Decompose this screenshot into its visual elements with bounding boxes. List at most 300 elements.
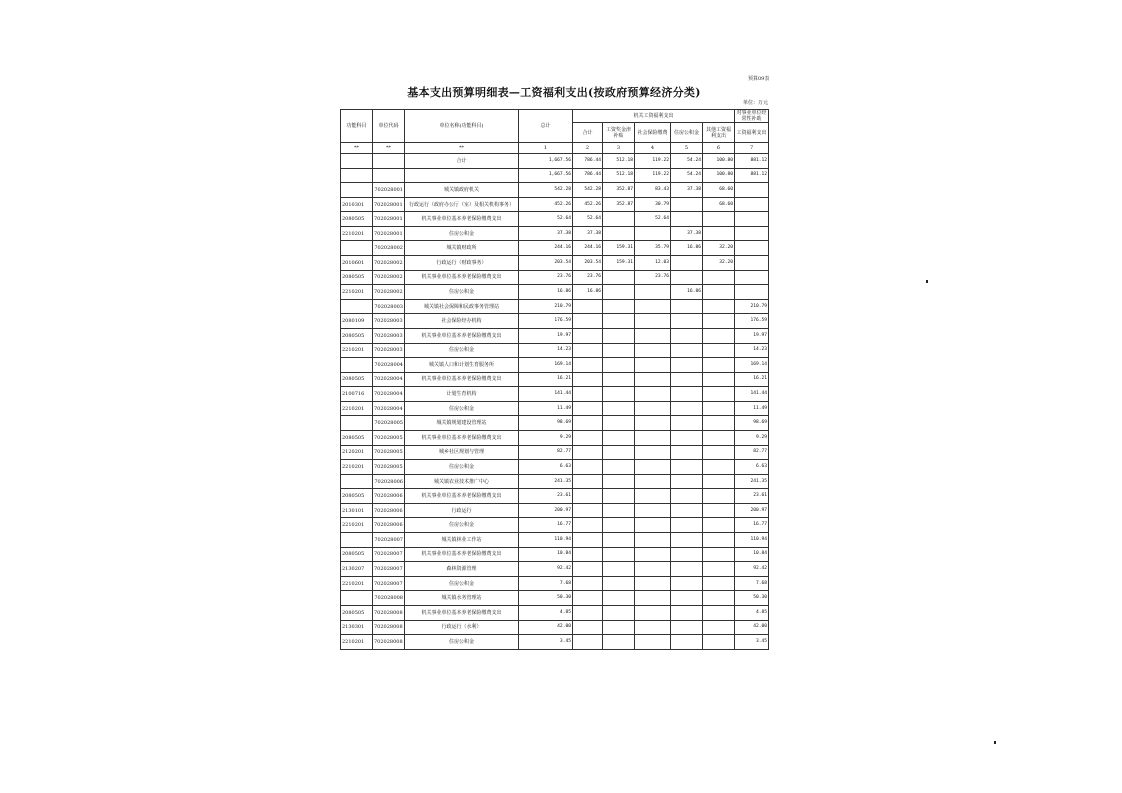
other-salary-cell: [703, 285, 735, 300]
header-index: 5: [671, 143, 703, 154]
housing-fund-cell: [671, 576, 703, 591]
housing-fund-cell: [671, 518, 703, 533]
table-row: [341, 358, 769, 373]
table-row: [341, 605, 769, 620]
table-row: [341, 226, 769, 241]
func-cell: 2210201: [341, 635, 373, 650]
subtotal-cell: [573, 576, 603, 591]
social-insurance-cell: 119.22: [635, 168, 671, 183]
table-row: [341, 241, 769, 256]
other-salary-cell: [703, 401, 735, 416]
housing-fund-cell: [671, 474, 703, 489]
unit-name-cell: 住房公积金: [405, 285, 519, 300]
total-cell: 6.63: [519, 460, 573, 475]
table-row: [341, 285, 769, 300]
table-row: [341, 489, 769, 504]
unit-name-cell: 行政运行（水利）: [405, 620, 519, 635]
salary-cell: [603, 605, 635, 620]
housing-fund-cell: [671, 197, 703, 212]
other-salary-cell: [703, 489, 735, 504]
total-cell: 200.97: [519, 503, 573, 518]
unit-code-cell: 702028006: [373, 489, 405, 504]
func-cell: 2210201: [341, 343, 373, 358]
total-cell: 203.54: [519, 256, 573, 271]
other-salary-cell: [703, 562, 735, 577]
wage-welfare-cell: 82.77: [735, 445, 769, 460]
housing-fund-cell: [671, 635, 703, 650]
social-insurance-cell: 35.79: [635, 241, 671, 256]
social-insurance-cell: [635, 343, 671, 358]
salary-cell: [603, 285, 635, 300]
salary-cell: [603, 635, 635, 650]
other-salary-cell: [703, 430, 735, 445]
table-row: [341, 197, 769, 212]
salary-cell: [603, 212, 635, 227]
wage-welfare-cell: 169.14: [735, 358, 769, 373]
wage-welfare-cell: 3.45: [735, 635, 769, 650]
wage-welfare-cell: 92.42: [735, 562, 769, 577]
subtotal-cell: [573, 562, 603, 577]
wage-welfare-cell: 881.12: [735, 154, 769, 169]
wage-welfare-cell: 200.97: [735, 503, 769, 518]
header-unit-code: 单位代码: [373, 110, 405, 143]
salary-cell: [603, 445, 635, 460]
housing-fund-cell: [671, 343, 703, 358]
salary-cell: 159.31: [603, 241, 635, 256]
func-cell: 2080505: [341, 605, 373, 620]
total-cell: 16.77: [519, 518, 573, 533]
table-row: [341, 620, 769, 635]
unit-code-cell: 702028007: [373, 547, 405, 562]
header-total: 总计: [519, 110, 573, 143]
salary-cell: 352.87: [603, 197, 635, 212]
housing-fund-cell: [671, 314, 703, 329]
social-insurance-cell: [635, 299, 671, 314]
salary-cell: [603, 533, 635, 548]
unit-code-cell: [373, 168, 405, 183]
subtotal-cell: 542.28: [573, 183, 603, 198]
salary-cell: [603, 343, 635, 358]
total-cell: 98.69: [519, 416, 573, 431]
header-index: 3: [603, 143, 635, 154]
social-insurance-cell: 12.03: [635, 256, 671, 271]
wage-welfare-cell: 50.30: [735, 591, 769, 606]
func-cell: 2210201: [341, 285, 373, 300]
social-insurance-cell: [635, 533, 671, 548]
table-row: [341, 154, 769, 169]
other-salary-cell: [703, 518, 735, 533]
table-row: [341, 547, 769, 562]
header-other-salary: 其他工资福利支出: [703, 123, 735, 143]
total-cell: 1,667.56: [519, 168, 573, 183]
social-insurance-cell: [635, 591, 671, 606]
unit-code-cell: 702028008: [373, 605, 405, 620]
total-cell: 52.64: [519, 212, 573, 227]
salary-cell: 352.87: [603, 183, 635, 198]
subtotal-cell: [573, 314, 603, 329]
unit-name-cell: 机关事业单位基本养老保险缴费支出: [405, 605, 519, 620]
subtotal-cell: [573, 591, 603, 606]
unit-name-cell: 机关事业单位基本养老保险缴费支出: [405, 212, 519, 227]
table-row: [341, 270, 769, 285]
unit-label: 单位：万元: [742, 100, 768, 106]
unit-code-cell: 702028001: [373, 197, 405, 212]
social-insurance-cell: [635, 328, 671, 343]
table-row: [341, 430, 769, 445]
social-insurance-cell: [635, 562, 671, 577]
total-cell: 42.00: [519, 620, 573, 635]
unit-name-cell: 住房公积金: [405, 343, 519, 358]
unit-name-cell: 住房公积金: [405, 401, 519, 416]
housing-fund-cell: 16.86: [671, 241, 703, 256]
social-insurance-cell: [635, 372, 671, 387]
func-cell: 2080505: [341, 489, 373, 504]
table-row: [341, 518, 769, 533]
header-func-subject: 功能科目: [341, 110, 373, 143]
func-cell: 2080505: [341, 430, 373, 445]
wage-welfare-cell: 42.00: [735, 620, 769, 635]
func-cell: [341, 183, 373, 198]
subtotal-cell: [573, 489, 603, 504]
salary-cell: [603, 226, 635, 241]
housing-fund-cell: 54.24: [671, 168, 703, 183]
header-salary: 工资奖金津补贴: [603, 123, 635, 143]
subtotal-cell: 16.86: [573, 285, 603, 300]
salary-cell: [603, 416, 635, 431]
salary-cell: [603, 474, 635, 489]
unit-name-cell: 城关镇财政所: [405, 241, 519, 256]
salary-cell: [603, 372, 635, 387]
unit-name-cell: 机关事业单位基本养老保险缴费支出: [405, 547, 519, 562]
wage-welfare-cell: [735, 212, 769, 227]
housing-fund-cell: [671, 430, 703, 445]
other-salary-cell: [703, 328, 735, 343]
wage-welfare-cell: 7.68: [735, 576, 769, 591]
other-salary-cell: [703, 299, 735, 314]
unit-code-cell: 702028006: [373, 518, 405, 533]
social-insurance-cell: 119.22: [635, 154, 671, 169]
unit-code-cell: 702028002: [373, 285, 405, 300]
salary-cell: [603, 576, 635, 591]
wage-welfare-cell: [735, 183, 769, 198]
salary-cell: 512.18: [603, 154, 635, 169]
total-cell: 141.44: [519, 387, 573, 402]
scan-speck: [926, 280, 928, 283]
table-row: [341, 416, 769, 431]
func-cell: 2210201: [341, 401, 373, 416]
table-row: [341, 328, 769, 343]
social-insurance-cell: [635, 620, 671, 635]
document-code: 预算09表: [748, 76, 770, 82]
table-row: [341, 256, 769, 271]
housing-fund-cell: [671, 445, 703, 460]
subtotal-cell: [573, 343, 603, 358]
social-insurance-cell: [635, 547, 671, 562]
other-salary-cell: [703, 226, 735, 241]
unit-code-cell: 702028005: [373, 460, 405, 475]
salary-cell: [603, 387, 635, 402]
housing-fund-cell: [671, 547, 703, 562]
total-cell: 10.84: [519, 547, 573, 562]
subtotal-cell: [573, 372, 603, 387]
func-cell: [341, 299, 373, 314]
subtotal-cell: [573, 474, 603, 489]
other-salary-cell: [703, 314, 735, 329]
unit-code-cell: 702028002: [373, 270, 405, 285]
total-cell: 16.86: [519, 285, 573, 300]
unit-code-cell: 702028008: [373, 620, 405, 635]
table-row: [341, 168, 769, 183]
func-cell: [341, 416, 373, 431]
unit-name-cell: 机关事业单位基本养老保险缴费支出: [405, 372, 519, 387]
social-insurance-cell: [635, 605, 671, 620]
housing-fund-cell: 54.24: [671, 154, 703, 169]
subtotal-cell: 244.16: [573, 241, 603, 256]
total-cell: 19.97: [519, 328, 573, 343]
housing-fund-cell: 37.38: [671, 183, 703, 198]
subtotal-cell: 37.38: [573, 226, 603, 241]
table-row: [341, 635, 769, 650]
other-salary-cell: [703, 620, 735, 635]
unit-name-cell: 社会保险经办机构: [405, 314, 519, 329]
wage-welfare-cell: 9.29: [735, 430, 769, 445]
func-cell: 2080505: [341, 328, 373, 343]
subtotal-cell: [573, 401, 603, 416]
func-cell: 2130101: [341, 503, 373, 518]
subtotal-cell: 452.26: [573, 197, 603, 212]
subtotal-cell: 23.76: [573, 270, 603, 285]
unit-name-cell: 机关事业单位基本养老保险缴费支出: [405, 489, 519, 504]
table-row: [341, 503, 769, 518]
unit-name-cell: 住房公积金: [405, 226, 519, 241]
wage-welfare-cell: 16.77: [735, 518, 769, 533]
social-insurance-cell: [635, 285, 671, 300]
wage-welfare-cell: [735, 241, 769, 256]
social-insurance-cell: [635, 226, 671, 241]
housing-fund-cell: [671, 416, 703, 431]
table-row: [341, 183, 769, 198]
subtotal-cell: [573, 387, 603, 402]
header-index: 7: [735, 143, 769, 154]
unit-name-cell: 城关镇人口和计划生育服务所: [405, 358, 519, 373]
table-row: [341, 387, 769, 402]
wage-welfare-cell: 14.23: [735, 343, 769, 358]
housing-fund-cell: [671, 270, 703, 285]
subtotal-cell: [573, 533, 603, 548]
page-title: 基本支出预算明细表—工资福利支出(按政府预算经济分类): [407, 86, 701, 99]
salary-cell: [603, 299, 635, 314]
func-cell: 2010301: [341, 197, 373, 212]
housing-fund-cell: [671, 533, 703, 548]
total-cell: 37.38: [519, 226, 573, 241]
salary-cell: [603, 562, 635, 577]
func-cell: [341, 154, 373, 169]
wage-welfare-cell: [735, 226, 769, 241]
social-insurance-cell: [635, 503, 671, 518]
unit-code-cell: 702028004: [373, 401, 405, 416]
table-row: [341, 343, 769, 358]
social-insurance-cell: [635, 635, 671, 650]
unit-code-cell: 702028003: [373, 299, 405, 314]
unit-code-cell: 702028004: [373, 372, 405, 387]
func-cell: 2210201: [341, 518, 373, 533]
unit-name-cell: 行政运行（政府办公厅（室）及相关机构事务）: [405, 197, 519, 212]
total-cell: 110.94: [519, 533, 573, 548]
func-cell: 2080505: [341, 372, 373, 387]
header-housing-fund: 住房公积金: [671, 123, 703, 143]
housing-fund-cell: [671, 387, 703, 402]
social-insurance-cell: [635, 460, 671, 475]
subtotal-cell: [573, 416, 603, 431]
unit-code-cell: 702028001: [373, 212, 405, 227]
total-cell: 542.28: [519, 183, 573, 198]
housing-fund-cell: 37.38: [671, 226, 703, 241]
subtotal-cell: [573, 299, 603, 314]
other-salary-cell: 68.60: [703, 183, 735, 198]
func-cell: [341, 591, 373, 606]
func-cell: 2130207: [341, 562, 373, 577]
unit-code-cell: 702028002: [373, 256, 405, 271]
unit-name-cell: 合计: [405, 154, 519, 169]
header-mark: **: [405, 143, 519, 154]
unit-code-cell: 702028007: [373, 576, 405, 591]
social-insurance-cell: [635, 387, 671, 402]
unit-name-cell: 城关镇水务管理站: [405, 591, 519, 606]
total-cell: 176.59: [519, 314, 573, 329]
other-salary-cell: [703, 460, 735, 475]
unit-name-cell: 城关镇农业技术推广中心: [405, 474, 519, 489]
wage-welfare-cell: [735, 285, 769, 300]
subtotal-cell: [573, 605, 603, 620]
unit-name-cell: 住房公积金: [405, 518, 519, 533]
housing-fund-cell: [671, 605, 703, 620]
table-row: [341, 576, 769, 591]
func-cell: 2210201: [341, 226, 373, 241]
func-cell: 2100716: [341, 387, 373, 402]
unit-code-cell: 702028005: [373, 416, 405, 431]
other-salary-cell: [703, 270, 735, 285]
func-cell: 2210201: [341, 460, 373, 475]
header-index: 1: [519, 143, 573, 154]
func-cell: 2080505: [341, 547, 373, 562]
func-cell: 2210201: [341, 576, 373, 591]
table-row: [341, 562, 769, 577]
social-insurance-cell: [635, 401, 671, 416]
other-salary-cell: [703, 416, 735, 431]
unit-code-cell: 702028006: [373, 503, 405, 518]
other-salary-cell: [703, 547, 735, 562]
salary-cell: [603, 518, 635, 533]
social-insurance-cell: [635, 576, 671, 591]
func-cell: 2080109: [341, 314, 373, 329]
func-cell: 2080505: [341, 212, 373, 227]
housing-fund-cell: [671, 212, 703, 227]
unit-code-cell: 702028005: [373, 445, 405, 460]
total-cell: 11.49: [519, 401, 573, 416]
total-cell: 14.23: [519, 343, 573, 358]
social-insurance-cell: [635, 489, 671, 504]
wage-welfare-cell: 6.63: [735, 460, 769, 475]
salary-cell: [603, 460, 635, 475]
unit-name-cell: 机关事业单位基本养老保险缴费支出: [405, 328, 519, 343]
housing-fund-cell: [671, 562, 703, 577]
subtotal-cell: [573, 635, 603, 650]
salary-cell: [603, 489, 635, 504]
social-insurance-cell: [635, 358, 671, 373]
wage-welfare-cell: 11.49: [735, 401, 769, 416]
housing-fund-cell: [671, 401, 703, 416]
table-row: [341, 591, 769, 606]
social-insurance-cell: [635, 474, 671, 489]
subtotal-cell: [573, 620, 603, 635]
housing-fund-cell: [671, 372, 703, 387]
total-cell: 23.76: [519, 270, 573, 285]
unit-code-cell: 702028002: [373, 241, 405, 256]
social-insurance-cell: 83.43: [635, 183, 671, 198]
salary-cell: [603, 314, 635, 329]
unit-code-cell: 702028007: [373, 562, 405, 577]
unit-name-cell: 机关事业单位基本养老保险缴费支出: [405, 270, 519, 285]
total-cell: 9.29: [519, 430, 573, 445]
table-header: [341, 110, 769, 154]
table-body: [341, 154, 769, 650]
unit-code-cell: 702028007: [373, 533, 405, 548]
wage-welfare-cell: 10.84: [735, 547, 769, 562]
total-cell: 7.68: [519, 576, 573, 591]
subtotal-cell: 786.44: [573, 154, 603, 169]
wage-welfare-cell: 881.12: [735, 168, 769, 183]
table-row: [341, 460, 769, 475]
table-row: [341, 299, 769, 314]
header-unit-name: 单位名称(功能科目): [405, 110, 519, 143]
total-cell: 50.30: [519, 591, 573, 606]
total-cell: 4.85: [519, 605, 573, 620]
unit-code-cell: 702028006: [373, 474, 405, 489]
other-salary-cell: [703, 533, 735, 548]
func-cell: 2120201: [341, 445, 373, 460]
header-biz-group: 对事业单位经常性补助: [736, 110, 767, 122]
subtotal-cell: [573, 430, 603, 445]
unit-code-cell: 702028001: [373, 226, 405, 241]
budget-table: [340, 109, 769, 650]
unit-name-cell: 住房公积金: [405, 576, 519, 591]
subtotal-cell: [573, 460, 603, 475]
social-insurance-cell: [635, 430, 671, 445]
total-cell: 1,667.56: [519, 154, 573, 169]
subtotal-cell: [573, 445, 603, 460]
unit-code-cell: 702028004: [373, 387, 405, 402]
func-cell: 2010601: [341, 256, 373, 271]
subtotal-cell: 52.64: [573, 212, 603, 227]
table-row: [341, 533, 769, 548]
other-salary-cell: 100.80: [703, 154, 735, 169]
wage-welfare-cell: 176.59: [735, 314, 769, 329]
unit-name-cell: 住房公积金: [405, 460, 519, 475]
social-insurance-cell: [635, 314, 671, 329]
unit-name-cell: 机关事业单位基本养老保险缴费支出: [405, 430, 519, 445]
header-gov-group: 机关工资福利支出: [573, 110, 735, 123]
unit-name-cell: 行政运行: [405, 503, 519, 518]
housing-fund-cell: [671, 358, 703, 373]
other-salary-cell: 100.80: [703, 168, 735, 183]
wage-welfare-cell: [735, 197, 769, 212]
social-insurance-cell: [635, 445, 671, 460]
social-insurance-cell: 30.79: [635, 197, 671, 212]
other-salary-cell: [703, 212, 735, 227]
func-cell: [341, 168, 373, 183]
other-salary-cell: [703, 591, 735, 606]
unit-code-cell: 702028004: [373, 358, 405, 373]
